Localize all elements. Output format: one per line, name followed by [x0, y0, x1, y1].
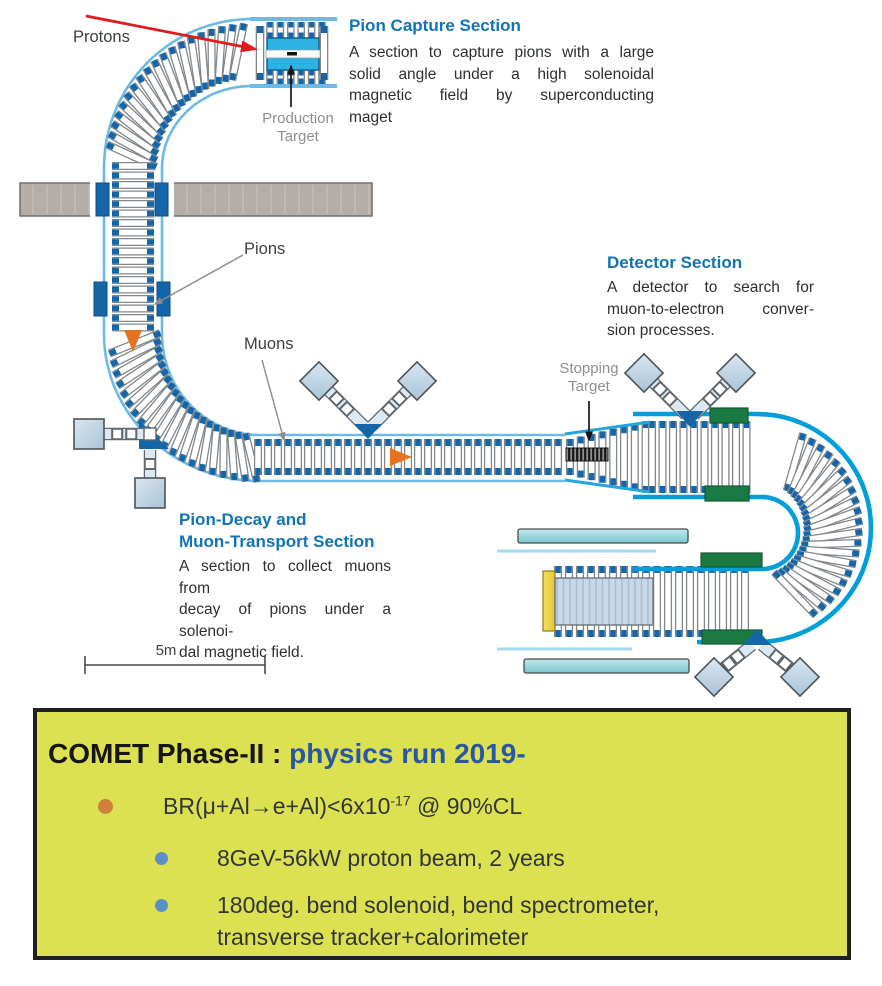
- pions-label: Pions: [244, 240, 286, 258]
- summary-panel: [33, 708, 851, 960]
- bullet-dot-orange: [98, 799, 113, 814]
- bullet-dot-blue-2: [155, 899, 168, 912]
- panel-title: [48, 738, 526, 770]
- panel-title-black: COMET Phase-II :: [48, 738, 290, 769]
- panel-bullet-solenoid: 180deg. bend solenoid, bend spectrometer, transverse tracker+calorimeter: [217, 892, 660, 950]
- decay-section-title: Pion-Decay and Muon-Transport Section: [179, 510, 375, 551]
- protons-label: Protons: [73, 28, 130, 46]
- radiation-shield-wall: [20, 180, 372, 219]
- capture-section-body: A section to capture pions with a large solid angle under a high solenoidal magnetic field by superconducting maget: [349, 44, 654, 126]
- detector-section-title: Detector Section: [607, 253, 743, 272]
- production-target-label: Production Target: [262, 110, 334, 145]
- scale-label: 5m: [155, 642, 177, 659]
- capture-section-title: Pion Capture Section: [349, 16, 521, 35]
- stopping-target-label: Stopping Target: [559, 360, 619, 395]
- decay-section-body: A section to collect muons from decay of pions under a solenoi- dal magnetic field.: [179, 558, 391, 661]
- muon-transport-bend-solenoid: [109, 333, 257, 482]
- spectrometer-detector: [543, 571, 653, 631]
- panel-bullet-proton-beam: 8GeV-56kW proton beam, 2 years: [217, 845, 565, 871]
- detector-section-body: A detector to search for muon-to-electron conver- sion processes.: [607, 279, 814, 339]
- muons-label: Muons: [244, 335, 294, 353]
- panel-title-blue: physics run 2019-: [289, 738, 526, 769]
- panel-bullet-br-limit: $BR(\mu+Al\to e+Al)<6x10^{-17}$ @ 90%CL: [163, 792, 523, 819]
- bullet-dot-blue-1: [155, 852, 168, 865]
- detector-section-solenoid: [497, 401, 871, 673]
